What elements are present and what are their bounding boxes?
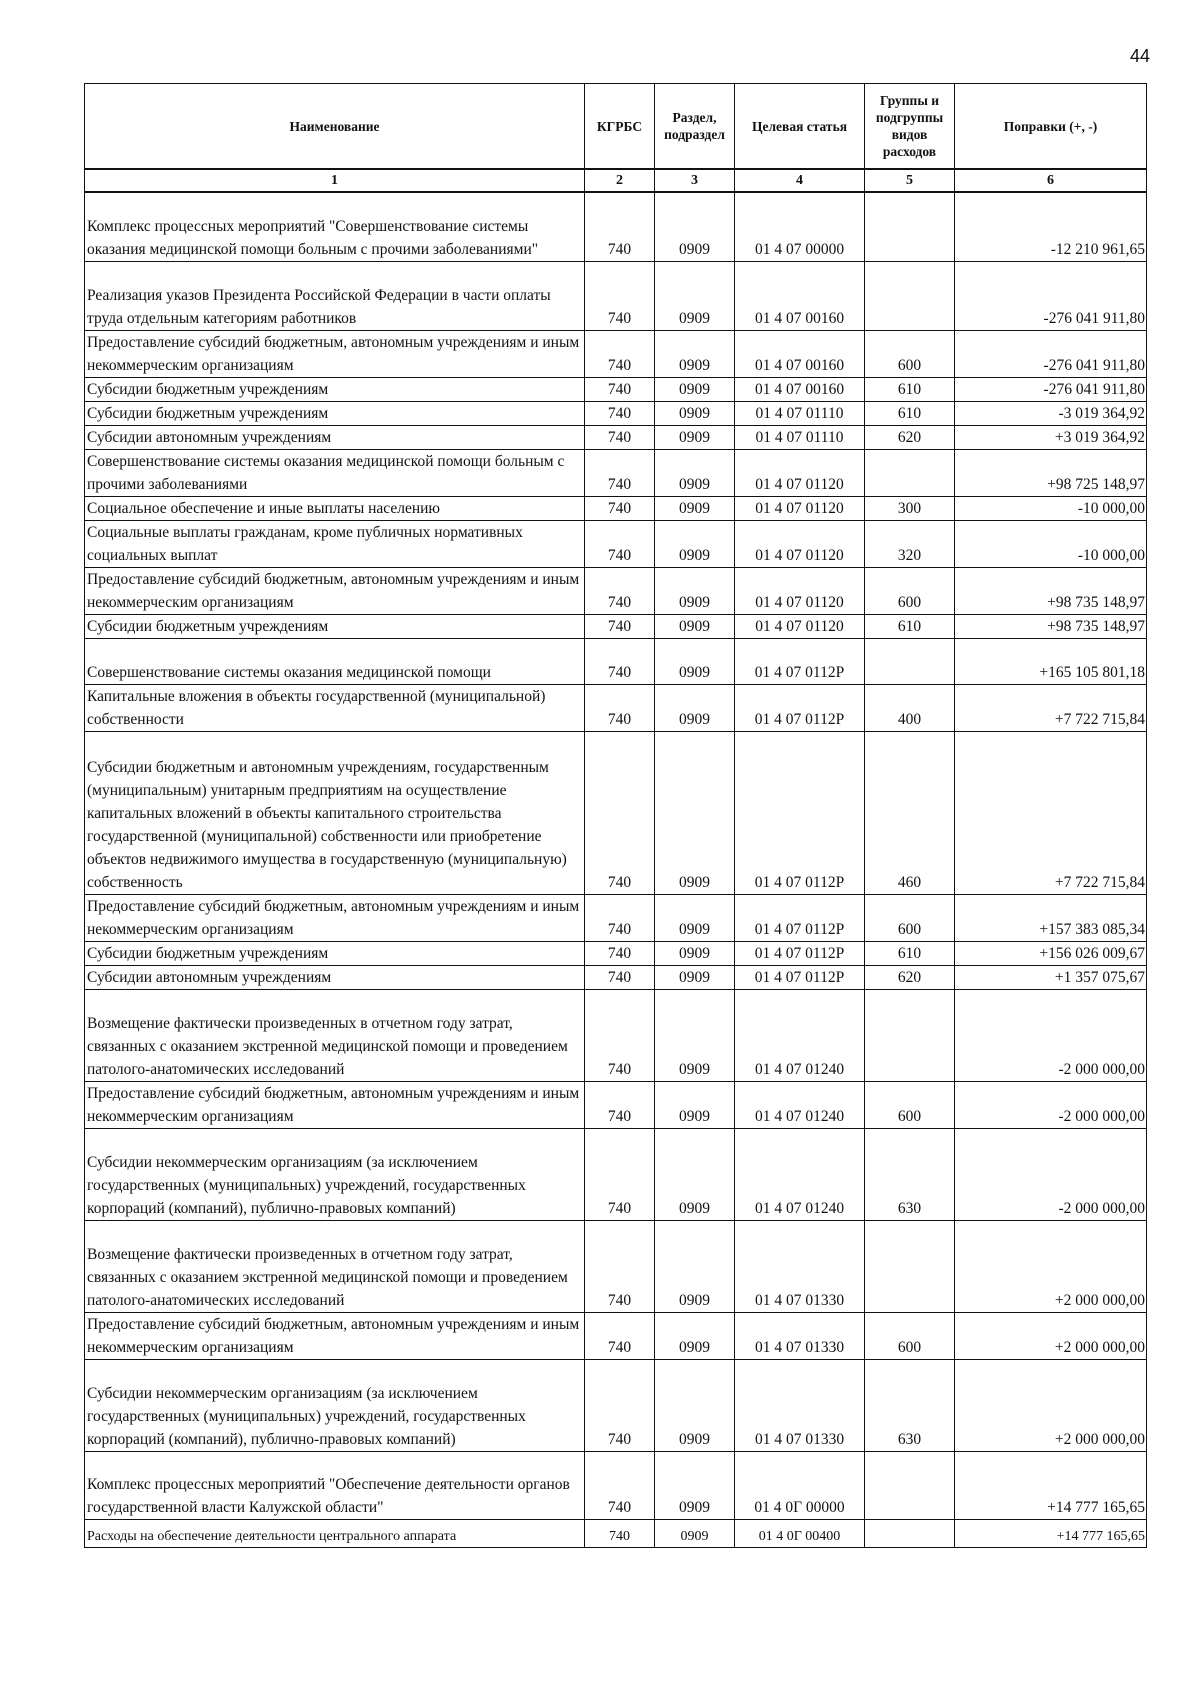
- table-row: [85, 1128, 1147, 1220]
- row-vid: [865, 1451, 955, 1519]
- row-razdel: 0909: [655, 965, 735, 989]
- row-name: Возмещение фактически произведенных в отчетном году затрат, связанных с оказанием экстренной медицинской помощи и проведением патолого-анатомических исследований: [85, 989, 585, 1081]
- row-statya: 01 4 07 0112Р: [735, 638, 865, 684]
- row-kgrbs: 740: [585, 261, 655, 330]
- row-kgrbs: 740: [585, 520, 655, 567]
- row-statya: 01 4 07 0112Р: [735, 941, 865, 965]
- row-name: Субсидии автономным учреждениям: [85, 965, 585, 989]
- row-kgrbs: 740: [585, 1451, 655, 1519]
- row-name: Комплекс процессных мероприятий "Обеспечение деятельности органов государственной власти Калужской области": [85, 1451, 585, 1519]
- row-vid: [865, 449, 955, 496]
- row-vid: 600: [865, 1081, 955, 1128]
- table-row: [85, 401, 1147, 425]
- row-vid: 400: [865, 684, 955, 731]
- row-amount: -10 000,00: [955, 496, 1147, 520]
- row-statya: 01 4 07 01120: [735, 449, 865, 496]
- row-statya: 01 4 07 01120: [735, 520, 865, 567]
- row-amount: +14 777 165,65: [955, 1451, 1147, 1519]
- row-amount: -2 000 000,00: [955, 1081, 1147, 1128]
- row-kgrbs: 740: [585, 965, 655, 989]
- row-statya: 01 4 07 01120: [735, 496, 865, 520]
- row-name: Субсидии автономным учреждениям: [85, 425, 585, 449]
- row-name: Предоставление субсидий бюджетным, автономным учреждениям и иным некоммерческим организациям: [85, 1081, 585, 1128]
- row-amount: -12 210 961,65: [955, 192, 1147, 261]
- row-statya: 01 4 07 01110: [735, 425, 865, 449]
- table-row: [85, 731, 1147, 894]
- row-vid: 610: [865, 377, 955, 401]
- row-name: Расходы на обеспечение деятельности центрального аппарата: [85, 1519, 585, 1547]
- table-row: [85, 684, 1147, 731]
- row-razdel: 0909: [655, 1519, 735, 1547]
- row-statya: 01 4 07 01240: [735, 1128, 865, 1220]
- row-vid: 320: [865, 520, 955, 567]
- table-row: [85, 1451, 1147, 1519]
- row-razdel: 0909: [655, 614, 735, 638]
- row-razdel: 0909: [655, 1220, 735, 1312]
- row-kgrbs: 740: [585, 989, 655, 1081]
- row-razdel: 0909: [655, 330, 735, 377]
- row-kgrbs: 740: [585, 684, 655, 731]
- row-statya: 01 4 07 00160: [735, 330, 865, 377]
- column-number-row: [85, 169, 1147, 192]
- row-razdel: 0909: [655, 377, 735, 401]
- row-vid: [865, 1519, 955, 1547]
- row-razdel: 0909: [655, 192, 735, 261]
- header-vid: Группы и подгруппы видов расходов: [865, 84, 955, 170]
- row-kgrbs: 740: [585, 731, 655, 894]
- row-vid: [865, 638, 955, 684]
- row-vid: [865, 989, 955, 1081]
- table-row: [85, 449, 1147, 496]
- row-name: Субсидии бюджетным учреждениям: [85, 377, 585, 401]
- row-name: Социальное обеспечение и иные выплаты населению: [85, 496, 585, 520]
- row-amount: -276 041 911,80: [955, 261, 1147, 330]
- row-razdel: 0909: [655, 449, 735, 496]
- row-razdel: 0909: [655, 520, 735, 567]
- row-razdel: 0909: [655, 941, 735, 965]
- row-statya: 01 4 07 01120: [735, 614, 865, 638]
- row-vid: 630: [865, 1359, 955, 1451]
- row-amount: +98 725 148,97: [955, 449, 1147, 496]
- row-vid: 610: [865, 941, 955, 965]
- row-amount: -2 000 000,00: [955, 1128, 1147, 1220]
- table-body: [85, 192, 1147, 1547]
- row-razdel: 0909: [655, 425, 735, 449]
- row-amount: -276 041 911,80: [955, 377, 1147, 401]
- row-statya: 01 4 07 00160: [735, 261, 865, 330]
- row-razdel: 0909: [655, 401, 735, 425]
- row-amount: -276 041 911,80: [955, 330, 1147, 377]
- table-row: [85, 1312, 1147, 1359]
- row-amount: +98 735 148,97: [955, 567, 1147, 614]
- row-kgrbs: 740: [585, 1359, 655, 1451]
- row-amount: +14 777 165,65: [955, 1519, 1147, 1547]
- header-statya: Целевая статья: [735, 84, 865, 170]
- row-razdel: 0909: [655, 638, 735, 684]
- column-number: 3: [655, 169, 735, 192]
- row-kgrbs: 740: [585, 941, 655, 965]
- row-razdel: 0909: [655, 1359, 735, 1451]
- row-kgrbs: 740: [585, 894, 655, 941]
- row-name: Возмещение фактически произведенных в отчетном году затрат, связанных с оказанием экстренной медицинской помощи и проведением патолого-анатомических исследований: [85, 1220, 585, 1312]
- table-row: [85, 894, 1147, 941]
- row-statya: 01 4 07 0112Р: [735, 894, 865, 941]
- row-razdel: 0909: [655, 496, 735, 520]
- column-number: 5: [865, 169, 955, 192]
- row-kgrbs: 740: [585, 614, 655, 638]
- row-kgrbs: 740: [585, 638, 655, 684]
- row-kgrbs: 740: [585, 1081, 655, 1128]
- row-vid: 600: [865, 1312, 955, 1359]
- table-row: [85, 425, 1147, 449]
- row-statya: 01 4 07 00160: [735, 377, 865, 401]
- row-amount: +98 735 148,97: [955, 614, 1147, 638]
- row-amount: +3 019 364,92: [955, 425, 1147, 449]
- row-kgrbs: 740: [585, 192, 655, 261]
- row-vid: 300: [865, 496, 955, 520]
- row-kgrbs: 740: [585, 1312, 655, 1359]
- table-row: [85, 1220, 1147, 1312]
- row-vid: 600: [865, 567, 955, 614]
- table-row: [85, 638, 1147, 684]
- row-amount: -3 019 364,92: [955, 401, 1147, 425]
- row-amount: +157 383 085,34: [955, 894, 1147, 941]
- row-name: Субсидии некоммерческим организациям (за исключением государственных (муниципальных) учреждений, государственных корпораций (компаний), публично-правовых компаний): [85, 1128, 585, 1220]
- row-name: Совершенствование системы оказания медицинской помощи: [85, 638, 585, 684]
- row-statya: 01 4 07 01120: [735, 567, 865, 614]
- row-statya: 01 4 07 00000: [735, 192, 865, 261]
- row-name: Субсидии бюджетным учреждениям: [85, 941, 585, 965]
- header-row: [85, 84, 1147, 170]
- row-statya: 01 4 07 01110: [735, 401, 865, 425]
- row-kgrbs: 740: [585, 401, 655, 425]
- row-name: Предоставление субсидий бюджетным, автономным учреждениям и иным некоммерческим организациям: [85, 894, 585, 941]
- table-row: [85, 496, 1147, 520]
- row-name: Предоставление субсидий бюджетным, автономным учреждениям и иным некоммерческим организациям: [85, 330, 585, 377]
- row-kgrbs: 740: [585, 425, 655, 449]
- row-statya: 01 4 07 01330: [735, 1220, 865, 1312]
- row-vid: [865, 1220, 955, 1312]
- row-amount: +2 000 000,00: [955, 1312, 1147, 1359]
- row-name: Субсидии бюджетным учреждениям: [85, 401, 585, 425]
- header-name: Наименование: [85, 84, 585, 170]
- row-name: Субсидии бюджетным и автономным учреждениям, государственным (муниципальным) унитарным предприятиям на осуществление капитальных вложений в объекты капитального строительства государственной (муниципальной) собственности или приобретение объектов недвижимого имущества в государственную (муниципальную) собственность: [85, 731, 585, 894]
- row-kgrbs: 740: [585, 377, 655, 401]
- row-statya: 01 4 07 01240: [735, 989, 865, 1081]
- row-amount: -2 000 000,00: [955, 989, 1147, 1081]
- row-vid: [865, 261, 955, 330]
- row-amount: +156 026 009,67: [955, 941, 1147, 965]
- table-row: [85, 989, 1147, 1081]
- row-vid: 600: [865, 330, 955, 377]
- row-razdel: 0909: [655, 989, 735, 1081]
- row-vid: 460: [865, 731, 955, 894]
- row-name: Реализация указов Президента Российской Федерации в части оплаты труда отдельным категориям работников: [85, 261, 585, 330]
- row-statya: 01 4 07 01330: [735, 1312, 865, 1359]
- row-razdel: 0909: [655, 731, 735, 894]
- table-row: [85, 520, 1147, 567]
- column-number: 2: [585, 169, 655, 192]
- row-kgrbs: 740: [585, 1519, 655, 1547]
- row-vid: [865, 192, 955, 261]
- budget-table: [84, 83, 1147, 1548]
- row-statya: 01 4 07 01240: [735, 1081, 865, 1128]
- row-kgrbs: 740: [585, 449, 655, 496]
- table-row: [85, 614, 1147, 638]
- row-amount: +1 357 075,67: [955, 965, 1147, 989]
- table-row: [85, 377, 1147, 401]
- row-razdel: 0909: [655, 684, 735, 731]
- row-kgrbs: 740: [585, 496, 655, 520]
- row-kgrbs: 740: [585, 330, 655, 377]
- row-statya: 01 4 0Г 00400: [735, 1519, 865, 1547]
- row-name: Предоставление субсидий бюджетным, автономным учреждениям и иным некоммерческим организациям: [85, 1312, 585, 1359]
- table-row: [85, 1359, 1147, 1451]
- row-kgrbs: 740: [585, 1220, 655, 1312]
- row-statya: 01 4 07 0112Р: [735, 684, 865, 731]
- row-vid: 620: [865, 425, 955, 449]
- header-razdel: Раздел, подраздел: [655, 84, 735, 170]
- row-kgrbs: 740: [585, 1128, 655, 1220]
- row-name: Совершенствование системы оказания медицинской помощи больным с прочими заболеваниями: [85, 449, 585, 496]
- row-kgrbs: 740: [585, 567, 655, 614]
- row-statya: 01 4 0Г 00000: [735, 1451, 865, 1519]
- table-row: [85, 941, 1147, 965]
- column-number: 6: [955, 169, 1147, 192]
- row-vid: 630: [865, 1128, 955, 1220]
- row-statya: 01 4 07 0112Р: [735, 965, 865, 989]
- page-number: 44: [1129, 46, 1150, 66]
- row-vid: 600: [865, 894, 955, 941]
- row-amount: +2 000 000,00: [955, 1220, 1147, 1312]
- table-row: [85, 261, 1147, 330]
- table-row: [85, 192, 1147, 261]
- row-razdel: 0909: [655, 894, 735, 941]
- row-statya: 01 4 07 01330: [735, 1359, 865, 1451]
- row-razdel: 0909: [655, 1312, 735, 1359]
- row-name: Капитальные вложения в объекты государственной (муниципальной) собственности: [85, 684, 585, 731]
- table-row: [85, 567, 1147, 614]
- table-row: [85, 965, 1147, 989]
- row-amount: +7 722 715,84: [955, 684, 1147, 731]
- row-name: Предоставление субсидий бюджетным, автономным учреждениям и иным некоммерческим организациям: [85, 567, 585, 614]
- table-row: [85, 1519, 1147, 1547]
- row-razdel: 0909: [655, 1451, 735, 1519]
- row-amount: +7 722 715,84: [955, 731, 1147, 894]
- table-row: [85, 330, 1147, 377]
- row-razdel: 0909: [655, 261, 735, 330]
- column-number: 4: [735, 169, 865, 192]
- row-razdel: 0909: [655, 1081, 735, 1128]
- row-vid: 610: [865, 614, 955, 638]
- row-name: Социальные выплаты гражданам, кроме публичных нормативных социальных выплат: [85, 520, 585, 567]
- row-name: Комплекс процессных мероприятий "Совершенствование системы оказания медицинской помощи больным с прочими заболеваниями": [85, 192, 585, 261]
- header-amount: Поправки (+, -): [955, 84, 1147, 170]
- row-name: Субсидии некоммерческим организациям (за исключением государственных (муниципальных) учреждений, государственных корпораций (компаний), публично-правовых компаний): [85, 1359, 585, 1451]
- row-statya: 01 4 07 0112Р: [735, 731, 865, 894]
- column-number: 1: [85, 169, 585, 192]
- row-amount: -10 000,00: [955, 520, 1147, 567]
- row-amount: +165 105 801,18: [955, 638, 1147, 684]
- header-kgrbs: КГРБС: [585, 84, 655, 170]
- row-amount: +2 000 000,00: [955, 1359, 1147, 1451]
- row-vid: 610: [865, 401, 955, 425]
- table-row: [85, 1081, 1147, 1128]
- row-razdel: 0909: [655, 567, 735, 614]
- row-name: Субсидии бюджетным учреждениям: [85, 614, 585, 638]
- row-vid: 620: [865, 965, 955, 989]
- row-razdel: 0909: [655, 1128, 735, 1220]
